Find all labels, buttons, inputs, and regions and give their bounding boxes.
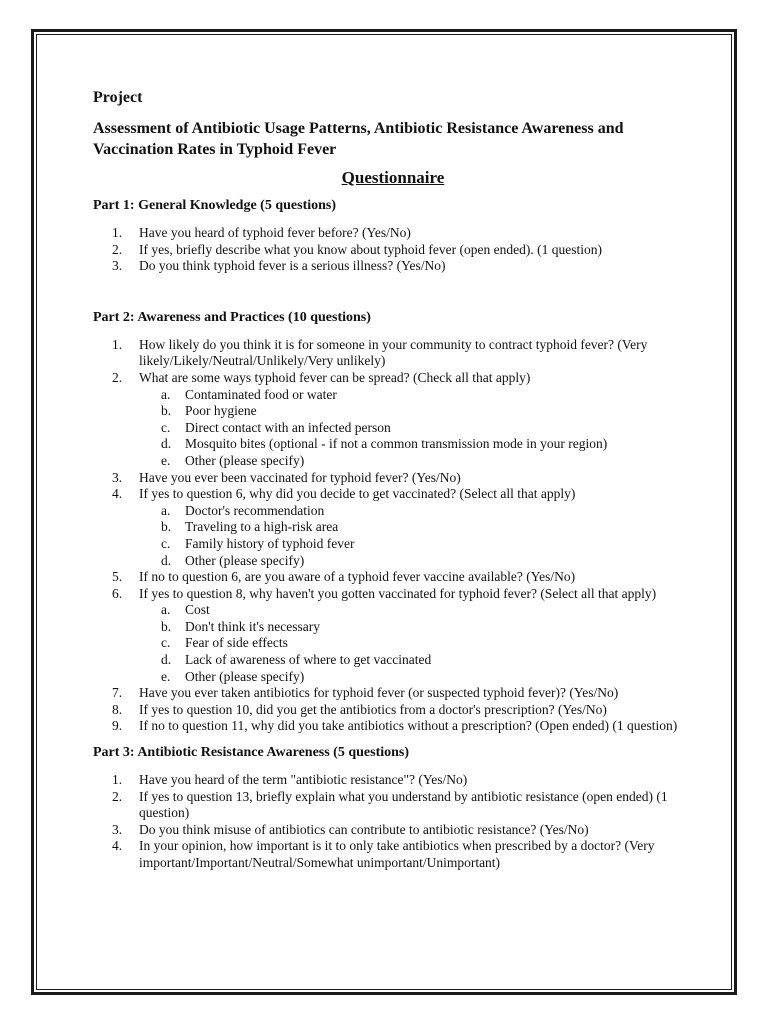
question-number: 2. <box>112 788 123 804</box>
question-number: 1. <box>112 225 123 240</box>
option-letter: d. <box>161 436 172 452</box>
option <box>139 536 693 553</box>
option <box>139 453 693 470</box>
question-number: 7. <box>112 685 123 701</box>
option <box>139 503 693 520</box>
question <box>93 586 693 603</box>
question-number: 3. <box>112 821 123 837</box>
question <box>93 718 693 735</box>
part-2-questions <box>93 337 693 735</box>
option-text: Other (please specify) <box>185 552 305 568</box>
option-letter: b. <box>161 519 172 535</box>
question-number: 9. <box>112 718 123 734</box>
option-text: Traveling to a high-risk area <box>185 519 339 535</box>
question-text: Have you ever been vaccinated for typhoid fever? (Yes/No) <box>139 469 461 485</box>
question <box>93 242 693 259</box>
question-text: If yes to question 13, briefly explain what you understand by antibiotic resistance (open ended) (1 question) <box>139 788 668 821</box>
option-text: Family history of typhoid fever <box>185 535 355 551</box>
option <box>139 602 693 619</box>
question <box>93 337 693 370</box>
option-letter: a. <box>161 602 171 618</box>
question-text: How likely do you think it is for someone in your community to contract typhoid fever? (Very likely/Likely/Neutral/Unlikely/Very unlikely) <box>139 336 648 369</box>
question <box>93 258 693 275</box>
option <box>139 387 693 404</box>
option-text: Contaminated food or water <box>185 386 337 402</box>
option-letter: e. <box>161 452 171 468</box>
option-letter: a. <box>161 502 171 518</box>
option-letter: a. <box>161 386 171 402</box>
option <box>139 403 693 420</box>
question-number: 1. <box>112 336 123 352</box>
option <box>139 436 693 453</box>
question <box>93 822 693 839</box>
question-number: 2. <box>112 241 123 257</box>
option-text: Mosquito bites (optional - if not a common transmission mode in your region) <box>185 436 608 452</box>
question <box>93 789 693 822</box>
option-text: Lack of awareness of where to get vaccinated <box>185 652 432 668</box>
option-letter: e. <box>161 668 171 684</box>
question-text: If yes to question 10, did you get the antibiotics from a doctor's prescription? (Yes/No) <box>139 701 607 717</box>
question-text: If yes to question 6, why did you decide to get vaccinated? (Select all that apply) <box>139 486 576 502</box>
part-1-questions <box>93 225 693 275</box>
question-text: If yes, briefly describe what you know about typhoid fever (open ended). (1 question) <box>139 241 602 257</box>
question-number: 4. <box>112 486 123 502</box>
option-text: Don't think it's necessary <box>185 618 320 634</box>
option-text: Doctor's recommendation <box>185 502 325 518</box>
project-label: Project <box>93 89 143 106</box>
option-text: Other (please specify) <box>185 452 305 468</box>
part-2-heading: Part 2: Awareness and Practices (10 questions) <box>93 309 371 325</box>
option-letter: b. <box>161 618 172 634</box>
option-letter: b. <box>161 403 172 419</box>
question <box>93 685 693 702</box>
question-number: 5. <box>112 569 123 585</box>
question-text: In your opinion, how important is it to only take antibiotics when prescribed by a doctor? (Very important/Important/Neutral/Somewhat unimportant/Unimportant) <box>139 838 655 870</box>
question <box>93 370 693 387</box>
option-text: Cost <box>185 602 210 618</box>
option-text: Direct contact with an infected person <box>185 419 391 435</box>
part-3-questions <box>93 772 693 872</box>
option <box>139 635 693 652</box>
part-3-heading: Part 3: Antibiotic Resistance Awareness (5 questions) <box>93 745 410 761</box>
question-text: If no to question 11, why did you take antibiotics without a prescription? (Open ended) (1 question) <box>139 718 678 734</box>
question-number: 6. <box>112 585 123 601</box>
option-letter: d. <box>161 552 172 568</box>
part-1-heading: Part 1: General Knowledge (5 questions) <box>93 198 337 213</box>
question-text: If no to question 6, are you aware of a typhoid fever vaccine available? (Yes/No) <box>139 569 576 585</box>
question-text: What are some ways typhoid fever can be spread? (Check all that apply) <box>139 369 531 385</box>
question-number: 3. <box>112 469 123 485</box>
option-letter: c. <box>161 419 171 435</box>
question-number: 4. <box>112 838 123 854</box>
option <box>139 420 693 437</box>
option-text: Poor hygiene <box>185 403 257 419</box>
question-text: If yes to question 8, why haven't you gotten vaccinated for typhoid fever? (Select all that apply) <box>139 585 657 601</box>
question-number: 1. <box>112 772 123 788</box>
option <box>139 652 693 669</box>
option-text: Other (please specify) <box>185 668 305 684</box>
question-text: Have you heard of the term "antibiotic resistance"? (Yes/No) <box>139 772 468 788</box>
document-body <box>93 88 693 872</box>
option <box>139 553 693 570</box>
question-text: Do you think misuse of antibiotics can contribute to antibiotic resistance? (Yes/No) <box>139 821 589 837</box>
question-number: 8. <box>112 701 123 717</box>
question-number: 2. <box>112 369 123 385</box>
question <box>93 569 693 586</box>
question <box>93 486 693 503</box>
option-text: Fear of side effects <box>185 635 288 651</box>
option-letter: c. <box>161 535 171 551</box>
document-title: Assessment of Antibiotic Usage Patterns, Antibiotic Resistance Awareness and Vaccination Rates in Typhoid Fever <box>93 120 624 158</box>
option <box>139 619 693 636</box>
question <box>93 470 693 487</box>
question <box>93 838 693 871</box>
question-number: 3. <box>112 258 123 274</box>
option-letter: d. <box>161 652 172 668</box>
question <box>93 702 693 719</box>
question <box>93 225 693 242</box>
document-subtitle: Questionnaire <box>341 168 445 187</box>
question-text: Have you ever taken antibiotics for typhoid fever (or suspected typhoid fever)? (Yes/No) <box>139 685 619 701</box>
question-text: Have you heard of typhoid fever before? (Yes/No) <box>139 225 411 240</box>
option <box>139 519 693 536</box>
option-letter: c. <box>161 635 171 651</box>
question <box>93 772 693 789</box>
option <box>139 669 693 686</box>
question-text: Do you think typhoid fever is a serious illness? (Yes/No) <box>139 258 446 274</box>
